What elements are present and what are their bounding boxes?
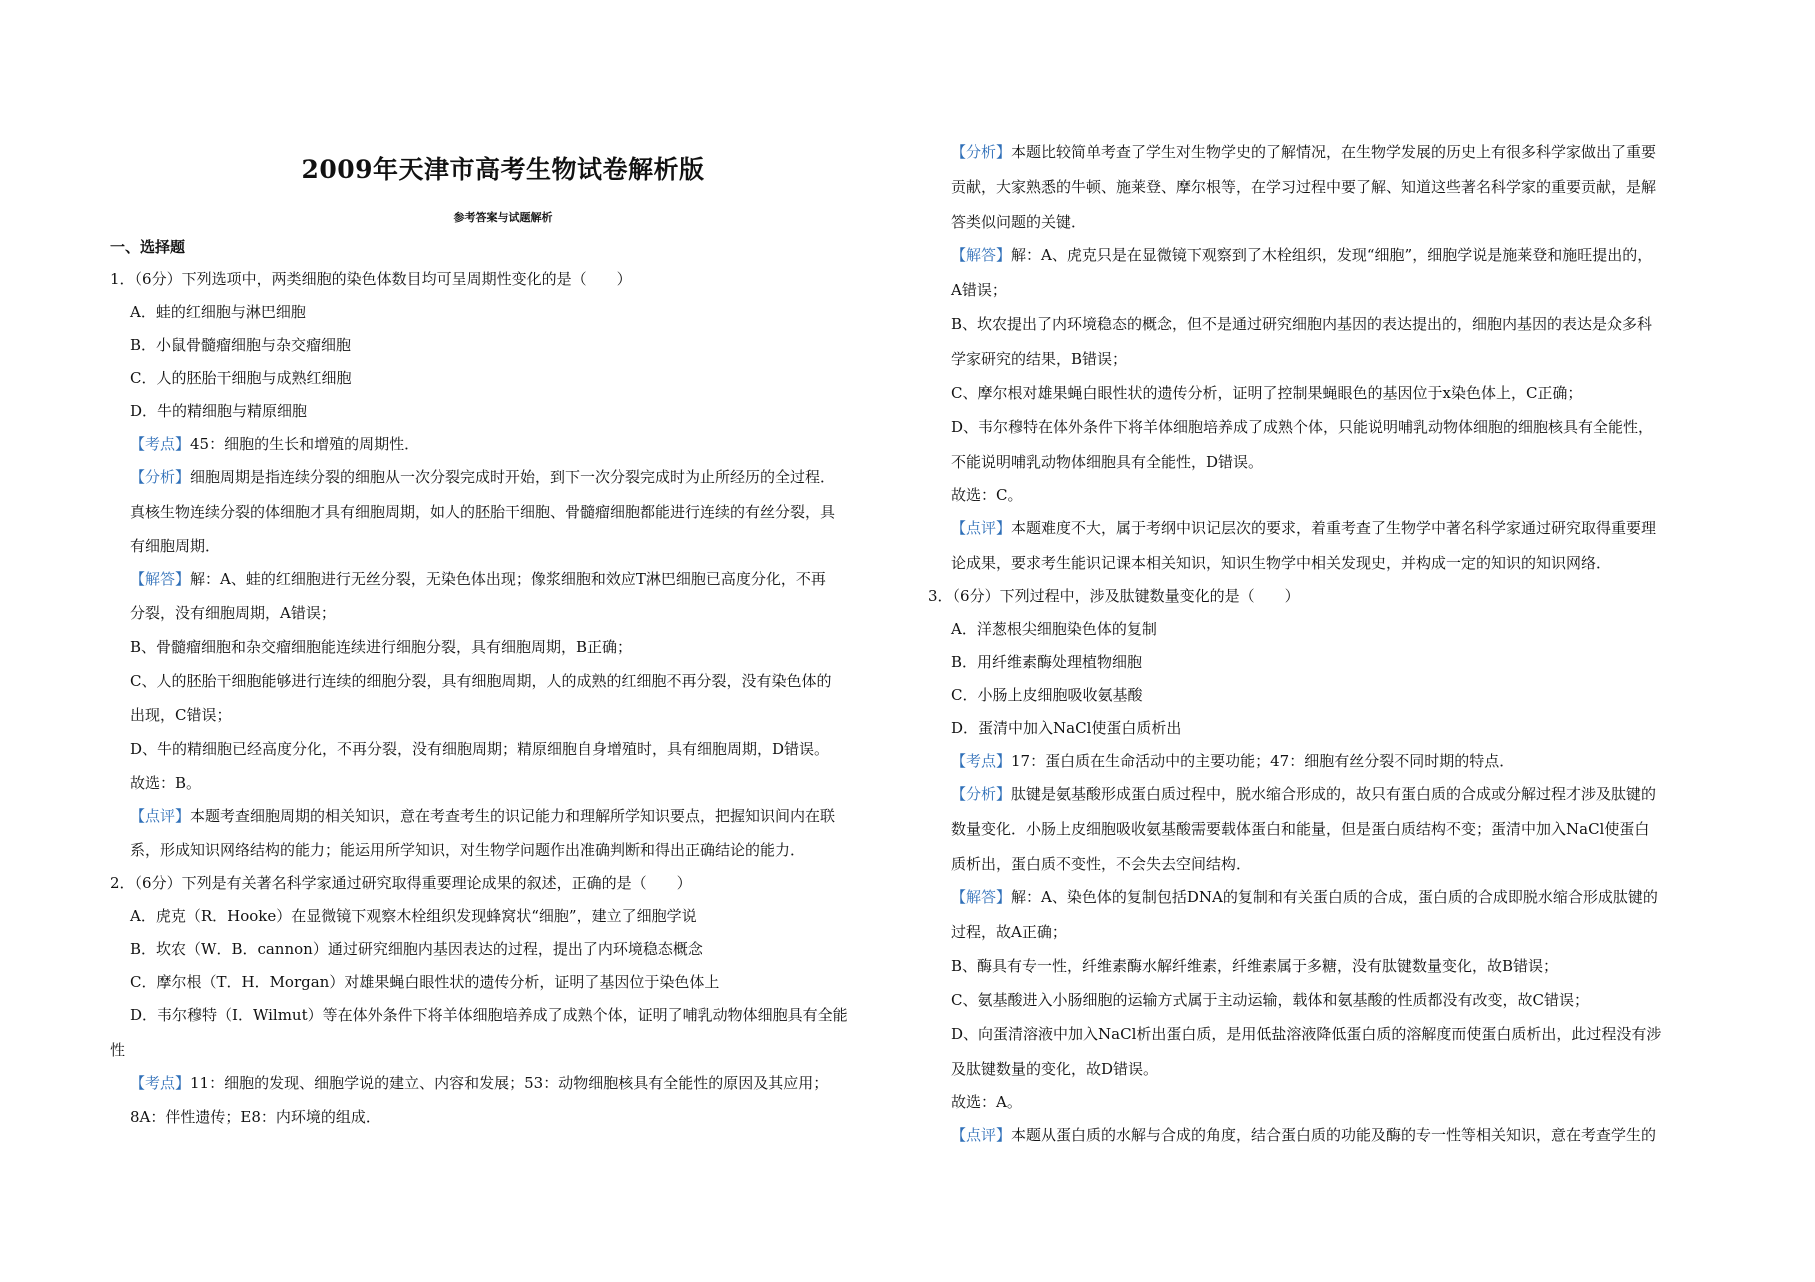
right-text-line (951, 718, 1181, 738)
right-text-line (951, 452, 1263, 472)
line-text: 45：细胞的生长和增殖的周期性． (190, 435, 420, 453)
line-text: 不能说明哺乳动物体细胞具有全能性，D错误。 (951, 453, 1264, 471)
line-text: 及肽键数量的变化，故D错误。 (951, 1060, 1159, 1078)
line-text: D、牛的精细胞已经高度分化，不再分裂，没有细胞周期；精原细胞自身增殖时，具有细胞周期，D错误。 (130, 740, 830, 758)
right-text-line (951, 1125, 1656, 1145)
line-text: A．虎克（R．Hooke）在显微镜下观察木栓组织发现蜂窝状“细胞”，建立了细胞学说 (130, 907, 697, 925)
right-text-line (951, 383, 1582, 403)
left-text-line (130, 467, 835, 487)
left-text-line (130, 536, 220, 556)
right-text-line (951, 887, 1658, 907)
line-text: 解：A、蛙的红细胞进行无丝分裂，无染色体出现；像浆细胞和效应T淋巴细胞已高度分化，不再 (190, 570, 826, 588)
line-text: D．蛋清中加入NaCl使蛋白质析出 (951, 719, 1182, 737)
left-text-line (130, 806, 835, 826)
label-dianping: 【点评】 (130, 807, 191, 825)
line-text: 17：蛋白质在生命活动中的主要功能；47：细胞有丝分裂不同时期的特点． (1011, 752, 1515, 770)
line-text: 2．（6分）下列是有关著名科学家通过研究取得重要理论成果的叙述，正确的是（ ） (110, 874, 692, 892)
line-text: 8A：伴性遗传；E8：内环境的组成． (130, 1108, 381, 1126)
label-jieda: 【解答】 (130, 570, 191, 588)
left-text-line (130, 401, 307, 421)
line-text: 分裂，没有细胞周期，A错误； (130, 604, 336, 622)
line-text: C．小肠上皮细胞吸收氨基酸 (951, 686, 1143, 704)
line-text: B、坎农提出了内环境稳态的概念，但不是通过研究细胞内基因的表达提出的，细胞内基因的表达是众多科 (951, 315, 1653, 333)
left-text-line (130, 434, 419, 454)
right-text-line (951, 212, 1086, 232)
label-kaodian: 【考点】 (951, 752, 1012, 770)
left-text-line (130, 671, 831, 691)
line-text: 故选：A。 (951, 1093, 1022, 1111)
line-text: 贡献，大家熟悉的牛顿、施莱登、摩尔根等，在学习过程中要了解、知道这些著名科学家的重要贡献，是解 (951, 178, 1657, 196)
left-text-line (130, 1107, 381, 1127)
line-text: 本题从蛋白质的水解与合成的角度，结合蛋白质的功能及酶的专一性等相关知识，意在考查学生的 (1011, 1126, 1657, 1144)
line-text: 出现，C错误； (130, 706, 232, 724)
line-text: B．小鼠骨髓瘤细胞与杂交瘤细胞 (130, 336, 352, 354)
line-text: D．牛的精细胞与精原细胞 (130, 402, 308, 420)
line-text: C、人的胚胎干细胞能够进行连续的细胞分裂，具有细胞周期，人的成熟的红细胞不再分裂，没有染色体的 (130, 672, 832, 690)
label-fenxi: 【分析】 (951, 785, 1012, 803)
left-text-line (130, 840, 805, 860)
line-text: 论成果，要求考生能识记课本相关知识，知识生物学中相关发现史，并构成一定的知识的知识网络． (951, 554, 1612, 572)
section-heading: 一、选择题 (110, 238, 186, 256)
label-jieda: 【解答】 (951, 888, 1012, 906)
line-text: C．人的胚胎干细胞与成熟红细胞 (130, 369, 352, 387)
line-text: 质析出，蛋白质不变性，不会失去空间结构． (951, 855, 1252, 873)
line-text: 真核生物连续分裂的体细胞才具有细胞周期，如人的胚胎干细胞、骨髓瘤细胞都能进行连续的有丝分裂，具 (130, 503, 836, 521)
line-text: 3．（6分）下列过程中，涉及肽键数量变化的是（ ） (928, 587, 1300, 605)
right-text-line (951, 485, 1022, 505)
page-subtitle: 参考答案与试题解析 (453, 211, 553, 224)
line-text: D、向蛋清溶液中加入NaCl析出蛋白质，是用低盐溶液降低蛋白质的溶解度而使蛋白质析出，此过程没有涉 (951, 1025, 1662, 1043)
left-text-line (130, 302, 306, 322)
label-kaodian: 【考点】 (130, 1074, 191, 1092)
left-text-line (130, 972, 719, 992)
label-dianping: 【点评】 (951, 1126, 1012, 1144)
left-text-line (130, 773, 201, 793)
right-text-line (951, 784, 1656, 804)
right-text-line (951, 922, 1067, 942)
right-text-line (951, 854, 1251, 874)
line-text: 本题考查细胞周期的相关知识，意在考查考生的识记能力和理解所学知识要点，把握知识间内在联 (190, 807, 836, 825)
left-text-line (110, 1040, 125, 1060)
right-text-line (951, 1092, 1022, 1112)
right-text-line (951, 518, 1656, 538)
line-text: A．蛙的红细胞与淋巴细胞 (130, 303, 306, 321)
line-text: 性 (110, 1041, 126, 1059)
right-text-line (951, 314, 1652, 334)
right-text-line (951, 349, 1127, 369)
right-text-line (951, 1059, 1158, 1079)
line-text: C．摩尔根（T．H．Morgan）对雄果蝇白眼性状的遗传分析，证明了基因位于染色体上 (130, 973, 720, 991)
line-text: 有细胞周期． (130, 537, 221, 555)
line-text: C、氨基酸进入小肠细胞的运输方式属于主动运输，载体和氨基酸的性质都没有改变，故C错误； (951, 991, 1589, 1009)
right-text-line (951, 417, 1653, 437)
line-text: 系，形成知识网络结构的能力；能运用所学知识，对生物学问题作出准确判断和得出正确结论的能力． (130, 841, 806, 859)
line-text: 本题比较简单考查了学生对生物学史的了解情况，在生物学发展的历史上有很多科学家做出了重要 (1011, 143, 1657, 161)
label-jieda: 【解答】 (951, 246, 1012, 264)
left-text-line (130, 739, 829, 759)
line-text: 本题难度不大，属于考纲中识记层次的要求，着重考查了生物学中著名科学家通过研究取得重要理 (1011, 519, 1657, 537)
line-text: 故选：C。 (951, 486, 1023, 504)
line-text: B、酶具有专一性，纤维素酶水解纤维素，纤维素属于多糖，没有肽键数量变化，故B错误； (951, 957, 1559, 975)
line-text: B、骨髓瘤细胞和杂交瘤细胞能连续进行细胞分裂，具有细胞周期，B正确； (130, 638, 633, 656)
left-text-line (130, 603, 336, 623)
right-text-line (951, 956, 1558, 976)
label-dianping: 【点评】 (951, 519, 1012, 537)
line-text: A错误； (951, 281, 1007, 299)
line-text: 细胞周期是指连续分裂的细胞从一次分裂完成时开始，到下一次分裂完成时为止所经历的全过程． (190, 468, 836, 486)
line-text: 过程，故A正确； (951, 923, 1067, 941)
left-text-line (130, 637, 632, 657)
right-text-line (951, 990, 1589, 1010)
left-text-line (130, 1005, 848, 1025)
right-text-line (951, 619, 1157, 639)
right-text-line (951, 1024, 1661, 1044)
left-text-line (130, 368, 351, 388)
left-text-line (130, 939, 703, 959)
line-text: A．洋葱根尖细胞染色体的复制 (951, 620, 1157, 638)
left-text-line (130, 502, 835, 522)
line-text: C、摩尔根对雄果蝇白眼性状的遗传分析，证明了控制果蝇眼色的基因位于x染色体上，C正确； (951, 384, 1583, 402)
line-text: 学家研究的结果，B错误； (951, 350, 1128, 368)
page-title: 2009年天津市高考生物试卷解析版 (301, 155, 705, 184)
line-text: B．用纤维素酶处理植物细胞 (951, 653, 1143, 671)
right-text-line (951, 751, 1514, 771)
right-text-line (951, 245, 1652, 265)
right-text-line (951, 819, 1649, 839)
right-text-line (951, 652, 1142, 672)
label-fenxi: 【分析】 (130, 468, 191, 486)
line-text: D．韦尔穆特（I．Wilmut）等在体外条件下将羊体细胞培养成了成熟个体，证明了哺乳动物体细胞具有全能 (130, 1006, 848, 1024)
line-text: 11：细胞的发现、细胞学说的建立、内容和发展；53：动物细胞核具有全能性的原因及其应用； (190, 1074, 829, 1092)
left-text-line (130, 906, 697, 926)
right-text-line (951, 142, 1656, 162)
left-text-line (130, 335, 351, 355)
right-text-line (928, 586, 1300, 606)
line-text: 解：A、虎克只是在显微镜下观察到了木栓组织，发现“细胞”，细胞学说是施莱登和施旺提出的， (1011, 246, 1653, 264)
right-text-line (951, 685, 1142, 705)
line-text: B．坎农（W．B．cannon）通过研究细胞内基因表达的过程，提出了内环境稳态概念 (130, 940, 703, 958)
label-kaodian: 【考点】 (130, 435, 191, 453)
left-text-line (110, 873, 692, 893)
right-text-line (951, 553, 1611, 573)
line-text: 解：A、染色体的复制包括DNA的复制和有关蛋白质的合成，蛋白质的合成即脱水缩合形成肽键的 (1011, 888, 1658, 906)
left-text-line (110, 269, 632, 289)
left-text-line (130, 705, 231, 725)
left-text-line (130, 569, 826, 589)
label-fenxi: 【分析】 (951, 143, 1012, 161)
left-text-line (130, 1073, 828, 1093)
right-text-line (951, 280, 1007, 300)
line-text: 肽键是氨基酸形成蛋白质过程中，脱水缩合形成的，故只有蛋白质的合成或分解过程才涉及肽键的 (1011, 785, 1657, 803)
line-text: 数量变化．小肠上皮细胞吸收氨基酸需要载体蛋白和能量，但是蛋白质结构不变；蛋清中加入NaCl使蛋白 (951, 820, 1650, 838)
right-text-line (951, 177, 1656, 197)
line-text: 故选：B。 (130, 774, 202, 792)
line-text: 答类似问题的关键． (951, 213, 1087, 231)
line-text: 1．（6分）下列选项中，两类细胞的染色体数目均可呈周期性变化的是（ ） (110, 270, 632, 288)
line-text: D、韦尔穆特在体外条件下将羊体细胞培养成了成熟个体，只能说明哺乳动物体细胞的细胞核具有全能性， (951, 418, 1654, 436)
